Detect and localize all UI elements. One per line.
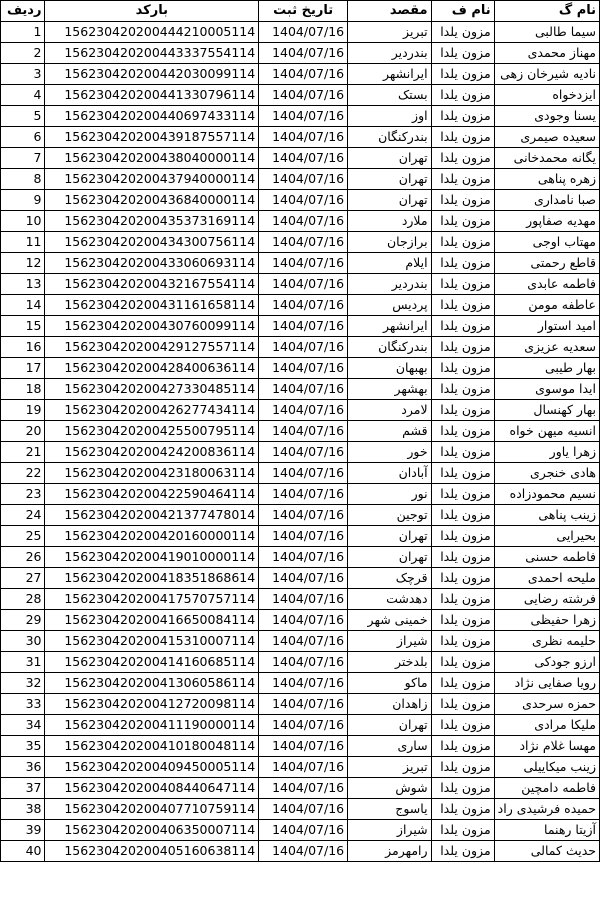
cell-name[interactable]: آزیتا رهنما bbox=[494, 820, 599, 841]
cell-name[interactable]: زینب پناهی bbox=[494, 505, 599, 526]
table-row bbox=[1, 43, 600, 64]
cell-date[interactable]: 1404/07/16 bbox=[259, 463, 348, 484]
cell-row-number[interactable]: 40 bbox=[1, 841, 45, 862]
table-row bbox=[1, 22, 600, 43]
cell-name[interactable]: صبا نامداری bbox=[494, 190, 599, 211]
cell-barcode[interactable]: 156230420200423180063114 bbox=[45, 463, 259, 484]
cell-row-number[interactable]: 21 bbox=[1, 442, 45, 463]
header-name[interactable]: نام گ bbox=[494, 1, 599, 22]
cell-date[interactable]: 1404/07/16 bbox=[259, 85, 348, 106]
cell-name[interactable]: ارزو جودکی bbox=[494, 652, 599, 673]
cell-name[interactable]: نادیه شیرخان زهی bbox=[494, 64, 599, 85]
cell-row-number[interactable]: 36 bbox=[1, 757, 45, 778]
cell-barcode[interactable]: 156230420200407710759114 bbox=[45, 799, 259, 820]
cell-barcode[interactable]: 156230420200408440647114 bbox=[45, 778, 259, 799]
cell-family[interactable]: مزون یلدا bbox=[431, 295, 494, 316]
cell-row-number[interactable]: 28 bbox=[1, 589, 45, 610]
cell-date[interactable]: 1404/07/16 bbox=[259, 148, 348, 169]
cell-row-number[interactable]: 30 bbox=[1, 631, 45, 652]
cell-row-number[interactable]: 25 bbox=[1, 526, 45, 547]
table-row bbox=[1, 631, 600, 652]
cell-date[interactable]: 1404/07/16 bbox=[259, 127, 348, 148]
cell-row-number[interactable]: 3 bbox=[1, 64, 45, 85]
table-row bbox=[1, 379, 600, 400]
cell-row-number[interactable]: 32 bbox=[1, 673, 45, 694]
cell-family[interactable]: مزون یلدا bbox=[431, 652, 494, 673]
table-row bbox=[1, 610, 600, 631]
cell-date[interactable]: 1404/07/16 bbox=[259, 211, 348, 232]
cell-destination[interactable]: ساری bbox=[348, 736, 431, 757]
table-row bbox=[1, 85, 600, 106]
cell-name[interactable]: زهره پناهی bbox=[494, 169, 599, 190]
cell-name[interactable]: امید استوار bbox=[494, 316, 599, 337]
cell-date[interactable]: 1404/07/16 bbox=[259, 379, 348, 400]
cell-date[interactable]: 1404/07/16 bbox=[259, 778, 348, 799]
cell-name[interactable]: سیما طالبی bbox=[494, 22, 599, 43]
cell-row-number[interactable]: 14 bbox=[1, 295, 45, 316]
cell-row-number[interactable]: 39 bbox=[1, 820, 45, 841]
cell-family[interactable]: مزون یلدا bbox=[431, 484, 494, 505]
cell-name[interactable]: زینب میکاییلی bbox=[494, 757, 599, 778]
cell-barcode[interactable]: 156230420200405160638114 bbox=[45, 841, 259, 862]
cell-date[interactable]: 1404/07/16 bbox=[259, 505, 348, 526]
cell-destination[interactable]: ملارد bbox=[348, 211, 431, 232]
cell-family[interactable]: مزون یلدا bbox=[431, 799, 494, 820]
cell-destination[interactable]: تهران bbox=[348, 715, 431, 736]
cell-barcode[interactable]: 156230420200438040000114 bbox=[45, 148, 259, 169]
table-row bbox=[1, 316, 600, 337]
table-row bbox=[1, 820, 600, 841]
cell-barcode[interactable]: 156230420200444210005114 bbox=[45, 22, 259, 43]
cell-row-number[interactable]: 38 bbox=[1, 799, 45, 820]
cell-row-number[interactable]: 15 bbox=[1, 316, 45, 337]
cell-barcode[interactable]: 156230420200439187557114 bbox=[45, 127, 259, 148]
table-row bbox=[1, 421, 600, 442]
cell-destination[interactable]: برازجان bbox=[348, 232, 431, 253]
cell-date[interactable]: 1404/07/16 bbox=[259, 610, 348, 631]
cell-destination[interactable]: ایرانشهر bbox=[348, 316, 431, 337]
cell-name[interactable]: حلیمه نظری bbox=[494, 631, 599, 652]
cell-date[interactable]: 1404/07/16 bbox=[259, 43, 348, 64]
cell-destination[interactable]: تهران bbox=[348, 148, 431, 169]
cell-date[interactable]: 1404/07/16 bbox=[259, 673, 348, 694]
cell-destination[interactable]: خمینی شهر bbox=[348, 610, 431, 631]
cell-family[interactable]: مزون یلدا bbox=[431, 337, 494, 358]
cell-name[interactable]: فاطمه دامچین bbox=[494, 778, 599, 799]
table-row bbox=[1, 673, 600, 694]
cell-destination[interactable]: بلدختر bbox=[348, 652, 431, 673]
cell-family[interactable]: مزون یلدا bbox=[431, 673, 494, 694]
cell-name[interactable]: بهار کهنسال bbox=[494, 400, 599, 421]
cell-destination[interactable]: رامهرمز bbox=[348, 841, 431, 862]
cell-date[interactable]: 1404/07/16 bbox=[259, 799, 348, 820]
table-row bbox=[1, 190, 600, 211]
cell-family[interactable]: مزون یلدا bbox=[431, 421, 494, 442]
cell-family[interactable]: مزون یلدا bbox=[431, 22, 494, 43]
table-row bbox=[1, 736, 600, 757]
cell-name[interactable]: قاطع رحمتی bbox=[494, 253, 599, 274]
cell-destination[interactable]: تهران bbox=[348, 526, 431, 547]
cell-destination[interactable]: دهدشت bbox=[348, 589, 431, 610]
cell-destination[interactable]: تهران bbox=[348, 190, 431, 211]
cell-family[interactable]: مزون یلدا bbox=[431, 841, 494, 862]
cell-barcode[interactable]: 156230420200424200836114 bbox=[45, 442, 259, 463]
cell-family[interactable]: مزون یلدا bbox=[431, 589, 494, 610]
cell-row-number[interactable]: 22 bbox=[1, 463, 45, 484]
cell-destination[interactable]: ماکو bbox=[348, 673, 431, 694]
cell-barcode[interactable]: 156230420200432167554114 bbox=[45, 274, 259, 295]
cell-date[interactable]: 1404/07/16 bbox=[259, 442, 348, 463]
cell-barcode[interactable]: 156230420200436840000114 bbox=[45, 190, 259, 211]
cell-family[interactable]: مزون یلدا bbox=[431, 379, 494, 400]
cell-barcode[interactable]: 156230420200435373169114 bbox=[45, 211, 259, 232]
cell-name[interactable]: فاطمه حسنی bbox=[494, 547, 599, 568]
cell-destination[interactable]: یاسوج bbox=[348, 799, 431, 820]
cell-row-number[interactable]: 8 bbox=[1, 169, 45, 190]
cell-barcode[interactable]: 156230420200431161658114 bbox=[45, 295, 259, 316]
cell-family[interactable]: مزون یلدا bbox=[431, 148, 494, 169]
cell-destination[interactable]: لامرد bbox=[348, 400, 431, 421]
cell-destination[interactable]: بندردیر bbox=[348, 274, 431, 295]
cell-destination[interactable]: نور bbox=[348, 484, 431, 505]
cell-barcode[interactable]: 156230420200417570757114 bbox=[45, 589, 259, 610]
cell-barcode[interactable]: 156230420200426277434114 bbox=[45, 400, 259, 421]
cell-date[interactable]: 1404/07/16 bbox=[259, 64, 348, 85]
table-row bbox=[1, 778, 600, 799]
cell-row-number[interactable]: 31 bbox=[1, 652, 45, 673]
cell-name[interactable]: حمزه سرحدی bbox=[494, 694, 599, 715]
table-row bbox=[1, 106, 600, 127]
cell-date[interactable]: 1404/07/16 bbox=[259, 421, 348, 442]
table-row bbox=[1, 211, 600, 232]
cell-date[interactable]: 1404/07/16 bbox=[259, 631, 348, 652]
cell-barcode[interactable]: 156230420200419010000114 bbox=[45, 547, 259, 568]
cell-barcode[interactable]: 156230420200443337554114 bbox=[45, 43, 259, 64]
cell-destination[interactable]: بهشهر bbox=[348, 379, 431, 400]
cell-date[interactable]: 1404/07/16 bbox=[259, 715, 348, 736]
cell-date[interactable]: 1404/07/16 bbox=[259, 400, 348, 421]
table-row bbox=[1, 568, 600, 589]
table-row bbox=[1, 127, 600, 148]
header-row-number[interactable]: ردیف bbox=[1, 1, 45, 22]
cell-date[interactable]: 1404/07/16 bbox=[259, 736, 348, 757]
table-row bbox=[1, 799, 600, 820]
cell-barcode[interactable]: 156230420200425500795114 bbox=[45, 421, 259, 442]
cell-destination[interactable]: توجین bbox=[348, 505, 431, 526]
cell-destination[interactable]: تبریز bbox=[348, 757, 431, 778]
cell-barcode[interactable]: 156230420200441330796114 bbox=[45, 85, 259, 106]
cell-destination[interactable]: آبادان bbox=[348, 463, 431, 484]
cell-family[interactable]: مزون یلدا bbox=[431, 232, 494, 253]
table-row bbox=[1, 484, 600, 505]
table-row bbox=[1, 526, 600, 547]
cell-row-number[interactable]: 29 bbox=[1, 610, 45, 631]
cell-family[interactable]: مزون یلدا bbox=[431, 274, 494, 295]
table-row bbox=[1, 463, 600, 484]
cell-date[interactable]: 1404/07/16 bbox=[259, 22, 348, 43]
cell-barcode[interactable]: 156230420200409450005114 bbox=[45, 757, 259, 778]
cell-destination[interactable]: اوز bbox=[348, 106, 431, 127]
cell-row-number[interactable]: 6 bbox=[1, 127, 45, 148]
cell-row-number[interactable]: 13 bbox=[1, 274, 45, 295]
cell-name[interactable]: یگانه محمدخانی bbox=[494, 148, 599, 169]
cell-destination[interactable]: تهران bbox=[348, 169, 431, 190]
cell-name[interactable]: حمیده فرشیدی راد bbox=[494, 799, 599, 820]
header-family[interactable]: نام ف bbox=[431, 1, 494, 22]
cell-barcode[interactable]: 156230420200442030099114 bbox=[45, 64, 259, 85]
table-row bbox=[1, 757, 600, 778]
cell-row-number[interactable]: 37 bbox=[1, 778, 45, 799]
cell-family[interactable]: مزون یلدا bbox=[431, 43, 494, 64]
cell-date[interactable]: 1404/07/16 bbox=[259, 274, 348, 295]
cell-barcode[interactable]: 156230420200437940000114 bbox=[45, 169, 259, 190]
cell-row-number[interactable]: 19 bbox=[1, 400, 45, 421]
cell-destination[interactable]: قشم bbox=[348, 421, 431, 442]
cell-family[interactable]: مزون یلدا bbox=[431, 736, 494, 757]
cell-date[interactable]: 1404/07/16 bbox=[259, 358, 348, 379]
cell-family[interactable]: مزون یلدا bbox=[431, 778, 494, 799]
cell-name[interactable]: زهرا یاور bbox=[494, 442, 599, 463]
cell-family[interactable]: مزون یلدا bbox=[431, 316, 494, 337]
cell-name[interactable]: زهرا حفیظی bbox=[494, 610, 599, 631]
cell-name[interactable]: یسنا وجودی bbox=[494, 106, 599, 127]
cell-name[interactable]: مهتاب اوجی bbox=[494, 232, 599, 253]
cell-barcode[interactable]: 156230420200406350007114 bbox=[45, 820, 259, 841]
cell-row-number[interactable]: 26 bbox=[1, 547, 45, 568]
cell-row-number[interactable]: 23 bbox=[1, 484, 45, 505]
cell-destination[interactable]: بندرکنگان bbox=[348, 337, 431, 358]
table-row bbox=[1, 337, 600, 358]
cell-row-number[interactable]: 12 bbox=[1, 253, 45, 274]
cell-row-number[interactable]: 5 bbox=[1, 106, 45, 127]
table-row bbox=[1, 400, 600, 421]
cell-date[interactable]: 1404/07/16 bbox=[259, 190, 348, 211]
cell-date[interactable]: 1404/07/16 bbox=[259, 169, 348, 190]
table-row bbox=[1, 64, 600, 85]
cell-barcode[interactable]: 156230420200428400636114 bbox=[45, 358, 259, 379]
cell-name[interactable]: ملیکا مرادی bbox=[494, 715, 599, 736]
cell-date[interactable]: 1404/07/16 bbox=[259, 589, 348, 610]
cell-row-number[interactable]: 27 bbox=[1, 568, 45, 589]
cell-barcode[interactable]: 156230420200421377478014 bbox=[45, 505, 259, 526]
cell-date[interactable]: 1404/07/16 bbox=[259, 526, 348, 547]
cell-destination[interactable]: تبریز bbox=[348, 22, 431, 43]
cell-destination[interactable]: خور bbox=[348, 442, 431, 463]
cell-destination[interactable]: ایلام bbox=[348, 253, 431, 274]
table-row bbox=[1, 442, 600, 463]
cell-name[interactable]: فرشته رضایی bbox=[494, 589, 599, 610]
cell-row-number[interactable]: 24 bbox=[1, 505, 45, 526]
cell-row-number[interactable]: 18 bbox=[1, 379, 45, 400]
cell-destination[interactable]: شیراز bbox=[348, 631, 431, 652]
cell-date[interactable]: 1404/07/16 bbox=[259, 484, 348, 505]
cell-barcode[interactable]: 156230420200416650084114 bbox=[45, 610, 259, 631]
cell-name[interactable]: نسیم محمودزاده bbox=[494, 484, 599, 505]
cell-family[interactable]: مزون یلدا bbox=[431, 211, 494, 232]
cell-date[interactable]: 1404/07/16 bbox=[259, 841, 348, 862]
cell-row-number[interactable]: 11 bbox=[1, 232, 45, 253]
cell-date[interactable]: 1404/07/16 bbox=[259, 337, 348, 358]
cell-barcode[interactable]: 156230420200414160685114 bbox=[45, 652, 259, 673]
cell-family[interactable]: مزون یلدا bbox=[431, 106, 494, 127]
cell-barcode[interactable]: 156230420200427330485114 bbox=[45, 379, 259, 400]
cell-name[interactable]: عاطفه مومن bbox=[494, 295, 599, 316]
cell-date[interactable]: 1404/07/16 bbox=[259, 652, 348, 673]
table-row bbox=[1, 253, 600, 274]
cell-date[interactable]: 1404/07/16 bbox=[259, 757, 348, 778]
cell-row-number[interactable]: 17 bbox=[1, 358, 45, 379]
cell-destination[interactable]: قرچک bbox=[348, 568, 431, 589]
cell-barcode[interactable]: 156230420200410180048114 bbox=[45, 736, 259, 757]
table-row bbox=[1, 652, 600, 673]
cell-name[interactable]: انسیه میهن خواه bbox=[494, 421, 599, 442]
cell-date[interactable]: 1404/07/16 bbox=[259, 295, 348, 316]
cell-destination[interactable]: بندردیر bbox=[348, 43, 431, 64]
cell-family[interactable]: مزون یلدا bbox=[431, 568, 494, 589]
cell-name[interactable]: ایزدخواه bbox=[494, 85, 599, 106]
cell-name[interactable]: ملیحه احمدی bbox=[494, 568, 599, 589]
cell-barcode[interactable]: 156230420200434300756114 bbox=[45, 232, 259, 253]
header-barcode[interactable]: بارکد bbox=[45, 1, 259, 22]
cell-row-number[interactable]: 1 bbox=[1, 22, 45, 43]
cell-destination[interactable]: بهبهان bbox=[348, 358, 431, 379]
cell-destination[interactable]: زاهدان bbox=[348, 694, 431, 715]
header-date[interactable]: تاریخ ثبت bbox=[259, 1, 348, 22]
cell-date[interactable]: 1404/07/16 bbox=[259, 232, 348, 253]
cell-date[interactable]: 1404/07/16 bbox=[259, 694, 348, 715]
cell-date[interactable]: 1404/07/16 bbox=[259, 106, 348, 127]
cell-barcode[interactable]: 156230420200412720098114 bbox=[45, 694, 259, 715]
cell-name[interactable]: مهناز محمدی bbox=[494, 43, 599, 64]
cell-family[interactable]: مزون یلدا bbox=[431, 715, 494, 736]
cell-barcode[interactable]: 156230420200433060693114 bbox=[45, 253, 259, 274]
cell-destination[interactable]: بندرکنگان bbox=[348, 127, 431, 148]
cell-name[interactable]: بهار طیبی bbox=[494, 358, 599, 379]
cell-barcode[interactable]: 156230420200429127557114 bbox=[45, 337, 259, 358]
cell-row-number[interactable]: 7 bbox=[1, 148, 45, 169]
table-row bbox=[1, 148, 600, 169]
cell-barcode[interactable]: 156230420200430760099114 bbox=[45, 316, 259, 337]
cell-name[interactable]: هادی خنجری bbox=[494, 463, 599, 484]
cell-date[interactable]: 1404/07/16 bbox=[259, 820, 348, 841]
table-row bbox=[1, 505, 600, 526]
cell-barcode[interactable]: 156230420200440697433114 bbox=[45, 106, 259, 127]
cell-family[interactable]: مزون یلدا bbox=[431, 505, 494, 526]
table-row bbox=[1, 274, 600, 295]
cell-destination[interactable]: پردیس bbox=[348, 295, 431, 316]
cell-row-number[interactable]: 33 bbox=[1, 694, 45, 715]
cell-family[interactable]: مزون یلدا bbox=[431, 358, 494, 379]
cell-barcode[interactable]: 156230420200418351868614 bbox=[45, 568, 259, 589]
cell-family[interactable]: مزون یلدا bbox=[431, 757, 494, 778]
table-row bbox=[1, 841, 600, 862]
cell-family[interactable]: مزون یلدا bbox=[431, 85, 494, 106]
cell-row-number[interactable]: 20 bbox=[1, 421, 45, 442]
cell-date[interactable]: 1404/07/16 bbox=[259, 253, 348, 274]
cell-barcode[interactable]: 156230420200411190000114 bbox=[45, 715, 259, 736]
table-row bbox=[1, 715, 600, 736]
cell-family[interactable]: مزون یلدا bbox=[431, 694, 494, 715]
cell-barcode[interactable]: 156230420200413060586114 bbox=[45, 673, 259, 694]
cell-destination[interactable]: شیراز bbox=[348, 820, 431, 841]
cell-row-number[interactable]: 10 bbox=[1, 211, 45, 232]
cell-family[interactable]: مزون یلدا bbox=[431, 547, 494, 568]
cell-family[interactable]: مزون یلدا bbox=[431, 463, 494, 484]
cell-name[interactable]: مهسا غلام نژاد bbox=[494, 736, 599, 757]
cell-family[interactable]: مزون یلدا bbox=[431, 169, 494, 190]
cell-row-number[interactable]: 16 bbox=[1, 337, 45, 358]
cell-destination[interactable]: ایرانشهر bbox=[348, 64, 431, 85]
cell-row-number[interactable]: 4 bbox=[1, 85, 45, 106]
header-destination[interactable]: مقصد bbox=[348, 1, 431, 22]
cell-family[interactable]: مزون یلدا bbox=[431, 631, 494, 652]
cell-row-number[interactable]: 34 bbox=[1, 715, 45, 736]
cell-family[interactable]: مزون یلدا bbox=[431, 64, 494, 85]
cell-family[interactable]: مزون یلدا bbox=[431, 526, 494, 547]
cell-row-number[interactable]: 2 bbox=[1, 43, 45, 64]
cell-family[interactable]: مزون یلدا bbox=[431, 442, 494, 463]
cell-family[interactable]: مزون یلدا bbox=[431, 400, 494, 421]
table-row bbox=[1, 232, 600, 253]
cell-name[interactable]: مهدیه صفاپور bbox=[494, 211, 599, 232]
cell-name[interactable]: رویا صفایی نژاد bbox=[494, 673, 599, 694]
cell-family[interactable]: مزون یلدا bbox=[431, 190, 494, 211]
cell-name[interactable]: ایدا موسوی bbox=[494, 379, 599, 400]
cell-destination[interactable]: بستک bbox=[348, 85, 431, 106]
cell-family[interactable]: مزون یلدا bbox=[431, 610, 494, 631]
cell-destination[interactable]: تهران bbox=[348, 547, 431, 568]
cell-barcode[interactable]: 156230420200420160000114 bbox=[45, 526, 259, 547]
cell-row-number[interactable]: 35 bbox=[1, 736, 45, 757]
cell-family[interactable]: مزون یلدا bbox=[431, 820, 494, 841]
cell-destination[interactable]: شوش bbox=[348, 778, 431, 799]
table-row bbox=[1, 694, 600, 715]
cell-date[interactable]: 1404/07/16 bbox=[259, 316, 348, 337]
cell-name[interactable]: فاطمه عابدی bbox=[494, 274, 599, 295]
table-row bbox=[1, 547, 600, 568]
cell-date[interactable]: 1404/07/16 bbox=[259, 547, 348, 568]
table-row bbox=[1, 589, 600, 610]
cell-name[interactable]: حدیث کمالی bbox=[494, 841, 599, 862]
cell-row-number[interactable]: 9 bbox=[1, 190, 45, 211]
table-row bbox=[1, 169, 600, 190]
cell-barcode[interactable]: 156230420200422590464114 bbox=[45, 484, 259, 505]
cell-date[interactable]: 1404/07/16 bbox=[259, 568, 348, 589]
header-row bbox=[1, 1, 600, 22]
cell-family[interactable]: مزون یلدا bbox=[431, 127, 494, 148]
cell-name[interactable]: بحیرایی bbox=[494, 526, 599, 547]
table-row bbox=[1, 295, 600, 316]
cell-family[interactable]: مزون یلدا bbox=[431, 253, 494, 274]
table-row bbox=[1, 358, 600, 379]
cell-name[interactable]: سعدیه عزیزی bbox=[494, 337, 599, 358]
cell-name[interactable]: سعیده صیمری bbox=[494, 127, 599, 148]
cell-barcode[interactable]: 156230420200415310007114 bbox=[45, 631, 259, 652]
